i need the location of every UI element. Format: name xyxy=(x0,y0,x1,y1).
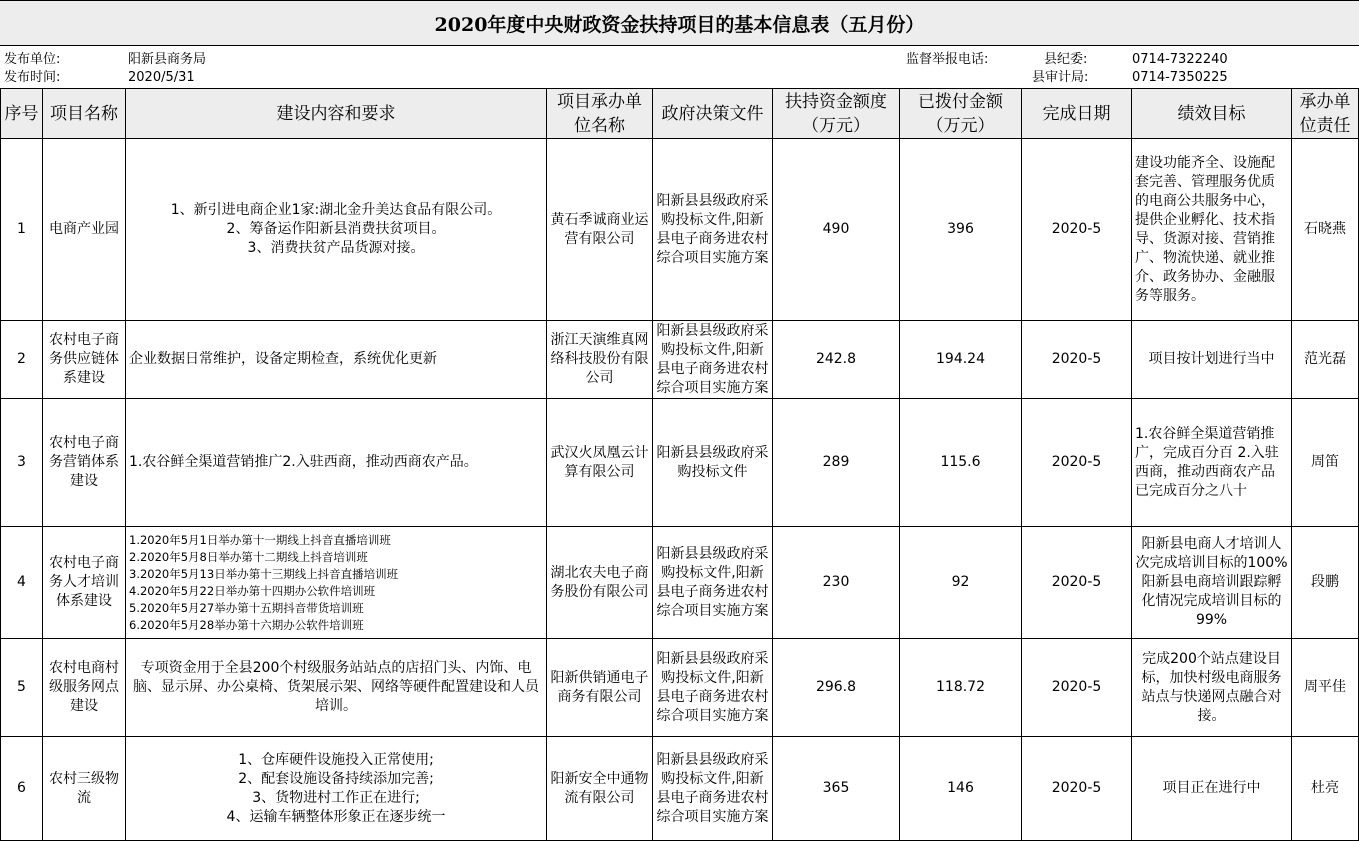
audit-label: 县审计局: xyxy=(1032,70,1089,85)
cell-org[interactable]: 黄石季诚商业运营有限公司 xyxy=(547,139,653,321)
content-line: 3.2020年5月13日举办第十三期线上抖音直播培训班 xyxy=(129,566,399,581)
page-title: 2020年度中央财政资金扶持项目的基本信息表（五月份） xyxy=(0,0,1359,46)
header-org[interactable]: 项目承办单位名称 xyxy=(547,89,653,139)
content-line: 3、消费扶贫产品货源对接。 xyxy=(247,240,425,256)
cell-name[interactable]: 农村电子商务供应链体系建设 xyxy=(43,321,126,399)
publisher-value: 阳新县商务局 xyxy=(128,52,207,67)
cell-org[interactable]: 阳新安全中通物流有限公司 xyxy=(547,737,653,841)
content-line: 2、配套设施设备持续添加完善; xyxy=(238,770,434,787)
cell-org[interactable]: 浙江天演维真网络科技股份有限公司 xyxy=(547,321,653,399)
header-perf[interactable]: 绩效目标 xyxy=(1132,89,1292,139)
table-row xyxy=(1,139,1359,321)
header-person[interactable]: 承办单位责任 xyxy=(1292,89,1359,139)
cell-doc[interactable]: 阳新县县级政府采购投标文件 xyxy=(653,399,773,527)
cell-no[interactable]: 5 xyxy=(1,639,43,737)
header-doc[interactable]: 政府决策文件 xyxy=(653,89,773,139)
cell-doc[interactable]: 阳新县县级政府采购投标文件,阳新县电子商务进农村综合项目实施方案 xyxy=(653,527,773,639)
content-line: 1.2020年5月1日举办第十一期线上抖音直播培训班 xyxy=(129,532,391,547)
content-line: 1.农谷鲜全渠道营销推广2.入驻西商，推动西商农产品。 xyxy=(129,454,478,470)
cell-content[interactable] xyxy=(126,321,547,399)
cell-funds[interactable]: 230 xyxy=(773,527,900,639)
cell-person[interactable]: 石晓燕 xyxy=(1292,139,1359,321)
content-line: 4、运输车辆整体形象正在逐步统一 xyxy=(226,808,446,825)
cell-person[interactable]: 范光磊 xyxy=(1292,321,1359,399)
cell-no[interactable]: 2 xyxy=(1,321,43,399)
cell-date[interactable]: 2020-5 xyxy=(1022,321,1132,399)
cell-funds[interactable]: 490 xyxy=(773,139,900,321)
cell-doc[interactable]: 阳新县县级政府采购投标文件,阳新县电子商务进农村综合项目实施方案 xyxy=(653,139,773,321)
cell-paid[interactable]: 115.6 xyxy=(900,399,1022,527)
cell-org[interactable]: 武汉火凤凰云计算有限公司 xyxy=(547,399,653,527)
cell-name[interactable]: 电商产业园 xyxy=(43,139,126,321)
cell-content[interactable] xyxy=(126,139,547,321)
table-row xyxy=(1,399,1359,527)
cell-org[interactable]: 阳新供销通电子商务有限公司 xyxy=(547,639,653,737)
cell-date[interactable]: 2020-5 xyxy=(1022,737,1132,841)
cell-no[interactable]: 1 xyxy=(1,139,43,321)
cell-doc[interactable]: 阳新县县级政府采购投标文件,阳新县电子商务进农村综合项目实施方案 xyxy=(653,321,773,399)
hotline-label: 监督举报电话: xyxy=(906,52,989,67)
content-line: 3、货物进村工作正在进行; xyxy=(252,789,420,806)
cell-paid[interactable]: 92 xyxy=(900,527,1022,639)
cell-paid[interactable]: 146 xyxy=(900,737,1022,841)
cell-date[interactable]: 2020-5 xyxy=(1022,399,1132,527)
cell-doc[interactable]: 阳新县县级政府采购投标文件,阳新县电子商务进农村综合项目实施方案 xyxy=(653,639,773,737)
cell-content[interactable] xyxy=(126,527,547,639)
content-line: 1、新引进电商企业1家:湖北金升美达食品有限公司。 xyxy=(170,202,502,218)
cell-perf[interactable]: 完成200个站点建设目标，加快村级电商服务站点与快递网点融合对接。 xyxy=(1132,639,1292,737)
cell-org[interactable]: 湖北农夫电子商务股份有限公司 xyxy=(547,527,653,639)
cell-funds[interactable]: 242.8 xyxy=(773,321,900,399)
content-line: 企业数据日常维护，设备定期检查，系统优化更新 xyxy=(129,351,437,367)
header-paid[interactable]: 已拨付金额（万元） xyxy=(900,89,1022,139)
cell-date[interactable]: 2020-5 xyxy=(1022,139,1132,321)
cell-perf[interactable]: 1.农谷鲜全渠道营销推广，完成百分百 2.入驻西商，推动西商农产品 已完成百分之八十 xyxy=(1132,399,1292,527)
content-line: 1、仓库硬件设施投入正常使用; xyxy=(238,751,434,768)
cell-date[interactable]: 2020-5 xyxy=(1022,527,1132,639)
audit-phone: 0714-7350225 xyxy=(1132,70,1228,85)
header-name[interactable]: 项目名称 xyxy=(43,89,126,139)
cell-no[interactable]: 6 xyxy=(1,737,43,841)
content-line: 6.2020年5月28举办第十六期办公软件培训班 xyxy=(129,617,364,632)
content-line: 5.2020年5月27举办第十五期抖音带货培训班 xyxy=(129,600,364,615)
cell-date[interactable]: 2020-5 xyxy=(1022,639,1132,737)
cell-perf[interactable]: 项目正在进行中 xyxy=(1132,737,1292,841)
table-row xyxy=(1,639,1359,737)
cell-person[interactable]: 段鹏 xyxy=(1292,527,1359,639)
publisher-label: 发布单位: xyxy=(4,52,61,67)
project-table xyxy=(0,88,1359,841)
cell-content[interactable] xyxy=(126,399,547,527)
cell-paid[interactable]: 396 xyxy=(900,139,1022,321)
table-row xyxy=(1,527,1359,639)
table-row xyxy=(1,321,1359,399)
cell-funds[interactable]: 365 xyxy=(773,737,900,841)
cell-paid[interactable]: 118.72 xyxy=(900,639,1022,737)
content-line: 2.2020年5月8日举办第十二期线上抖音培训班 xyxy=(129,549,368,564)
discipline-phone: 0714-7322240 xyxy=(1132,52,1228,67)
cell-doc[interactable]: 阳新县县级政府采购投标文件,阳新县电子商务进农村综合项目实施方案 xyxy=(653,737,773,841)
date-value: 2020/5/31 xyxy=(128,70,195,85)
content-line: 4.2020年5月22日举办第十四期办公软件培训班 xyxy=(129,583,376,598)
cell-no[interactable]: 3 xyxy=(1,399,43,527)
cell-person[interactable]: 周笛 xyxy=(1292,399,1359,527)
cell-paid[interactable]: 194.24 xyxy=(900,321,1022,399)
cell-content[interactable] xyxy=(126,737,547,841)
content-line: 2、筹备运作阳新县消费扶贫项目。 xyxy=(226,221,446,237)
content-line: 专项资金用于全县200个村级服务站站点的店招门头、内饰、电脑、显示屏、办公桌椅、货架展示架、网络等硬件配置建设和人员培训。 xyxy=(133,660,539,714)
cell-perf[interactable]: 项目按计划进行当中 xyxy=(1132,321,1292,399)
cell-name[interactable]: 农村电子商务人才培训体系建设 xyxy=(43,527,126,639)
cell-no[interactable]: 4 xyxy=(1,527,43,639)
cell-perf[interactable]: 建设功能齐全、设施配套完善、管理服务优质的电商公共服务中心，提供企业孵化、技术指导、货源对接、营销推广、物流快递、就业推介、政务协办、金融服务等服务。 xyxy=(1132,139,1292,321)
cell-perf[interactable]: 阳新县电商人才培训人次完成培训目标的100% 阳新县电商培训跟踪孵化情况完成培训目标的99% xyxy=(1132,527,1292,639)
cell-funds[interactable]: 289 xyxy=(773,399,900,527)
header-date[interactable]: 完成日期 xyxy=(1022,89,1132,139)
cell-name[interactable]: 农村三级物流 xyxy=(43,737,126,841)
table-row xyxy=(1,737,1359,841)
cell-funds[interactable]: 296.8 xyxy=(773,639,900,737)
cell-content[interactable] xyxy=(126,639,547,737)
header-content[interactable]: 建设内容和要求 xyxy=(126,89,547,139)
discipline-label: 县纪委: xyxy=(1044,52,1088,67)
header-funds[interactable]: 扶持资金额度（万元） xyxy=(773,89,900,139)
cell-name[interactable]: 农村电子商务营销体系建设 xyxy=(43,399,126,527)
header-no[interactable]: 序号 xyxy=(1,89,43,139)
cell-person[interactable]: 周平佳 xyxy=(1292,639,1359,737)
cell-name[interactable]: 农村电商村级服务网点建设 xyxy=(43,639,126,737)
cell-person[interactable]: 杜亮 xyxy=(1292,737,1359,841)
header-row xyxy=(1,89,1359,139)
date-label: 发布时间: xyxy=(4,70,61,85)
